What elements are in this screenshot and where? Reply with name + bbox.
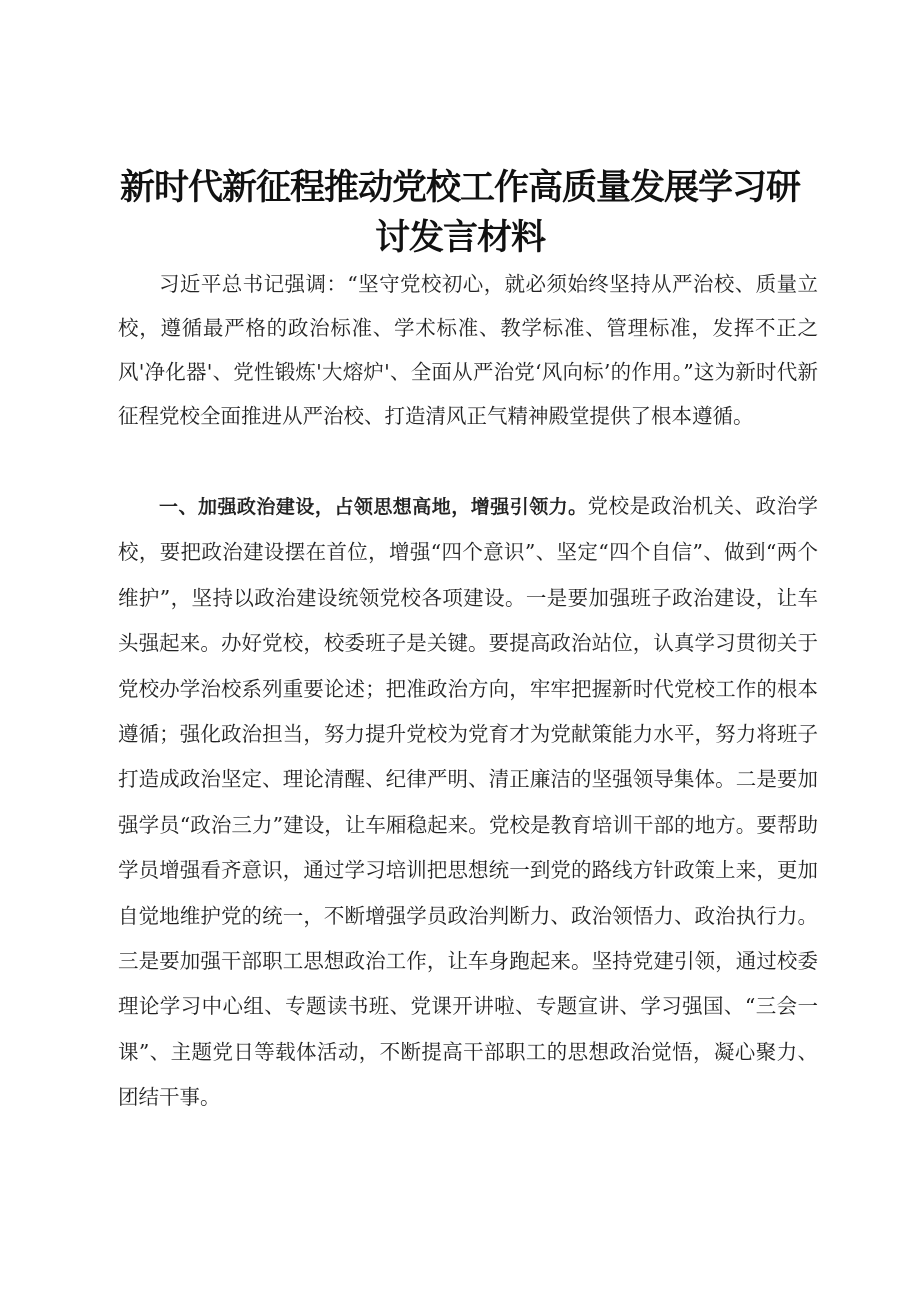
section1-body: 党校是政治机关、政治学校，要把政治建设摆在首位，增强“四个意识”、坚定“四个自信”、做到“两个维护”，坚持以政治建设统领党校各项建设。一是要加强班子政治建设，让车头强起来。办好党校，校委班子是关键。要提高政治站位，认真学习贯彻关于党校办学治校系列重要论述；把准政治方向，牢牢把握新时代党校工作的根本遵循；强化政治担当，努力提升党校为党育才为党献策能力水平，努力将班子打造成政治坚定、理论清醒、纪律严明、清正廉洁的坚强领导集体。二是要加强学员“政治三力”建设，让车厢稳起来。党校是教育培训干部的地方。要帮助学员增强看齐意识，通过学习培训把思想统一到党的路线方针政策上来，更加自觉地维护党的统一，不断增强学员政治判断力、政治领悟力、政治执行力。三是要加强干部职工思想政治工作，让车身跑起来。坚持党建引领，通过校委理论学习中心组、专题读书班、党课开讲啦、专题宣讲、学习强国、“三会一课”、主题党日等载体活动，不断提高干部职工的思想政治觉悟，凝心聚力、团结干事。	[118, 494, 818, 1110]
document-title-line2: 讨发言材料	[374, 218, 545, 258]
document-title-line1: 新时代新征程推动党校工作高质量发展学习研	[119, 168, 800, 208]
section1-heading: 一、加强政治建设，占领思想高地，增强引领力。	[159, 496, 588, 518]
section1-paragraph	[118, 484, 818, 1121]
intro-paragraph: 习近平总书记强调：“坚守党校初心，就必须始终坚持从严治校、质量立校，遵循最严格的政治标准、学术标准、教学标准、管理标准，发挥不正之风'净化器'、党性锻炼'大熔炉'、全面从严治党‘风向标’的作用。”这为新时代新征程党校全面推进从严治校、打造清风正气精神殿堂提供了根本遵循。	[118, 272, 818, 428]
